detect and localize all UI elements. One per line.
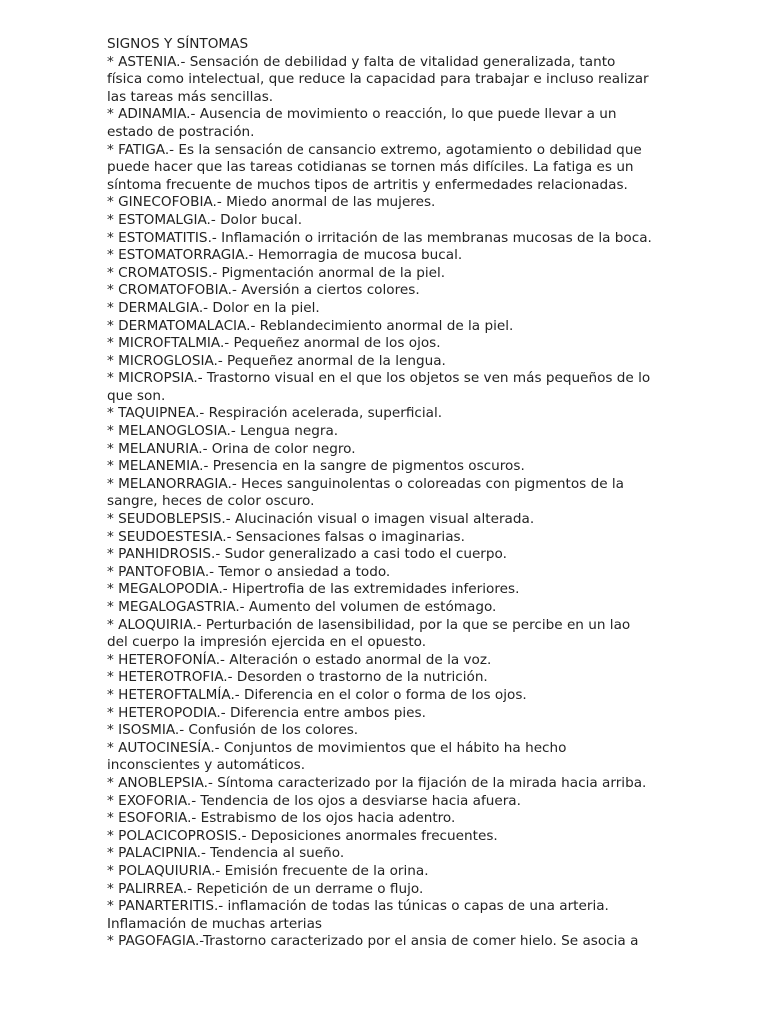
text-line: * ESOFORIA.- Estrabismo de los ojos hacia adentro.: [107, 810, 456, 827]
text-line: * DERMALGIA.- Dolor en la piel.: [107, 299, 320, 316]
document-page: [107, 36, 667, 951]
text-line: * DERMATOMALACIA.- Reblandecimiento anormal de la piel.: [107, 317, 514, 334]
text-line: sangre, heces de color oscuro.: [107, 493, 315, 510]
text-line: puede hacer que las tareas cotidianas se tornen más difíciles. La fatiga es un: [107, 159, 634, 176]
text-line: estado de postración.: [107, 123, 255, 140]
text-line: * HETEROFONÍA.- Alteración o estado anormal de la voz.: [107, 651, 492, 668]
text-line: * ALOQUIRIA.- Perturbación de lasensibilidad, por la que se percibe en un lao: [107, 616, 631, 633]
text-line: * MELANEMIA.- Presencia en la sangre de pigmentos oscuros.: [107, 458, 525, 475]
document-body: [107, 54, 667, 951]
text-line: * TAQUIPNEA.- Respiración acelerada, superficial.: [107, 405, 443, 422]
text-line: * FATIGA.- Es la sensación de cansancio extremo, agotamiento o debilidad que: [107, 141, 642, 158]
text-line: * HETEROFTALMÍA.- Diferencia en el color o forma de los ojos.: [107, 686, 527, 703]
text-line: * MEGALOGASTRIA.- Aumento del volumen de estómago.: [107, 599, 497, 615]
text-line: * MICROPSIA.- Trastorno visual en el que los objetos se ven más pequeños de lo: [107, 370, 651, 387]
text-line: física como intelectual, que reduce la capacidad para trabajar e incluso realizar: [107, 71, 649, 88]
text-line: Inflamación de muchas arterias: [107, 915, 322, 932]
text-line: las tareas más sencillas.: [107, 88, 274, 105]
document-title: SIGNOS Y SÍNTOMAS: [107, 36, 249, 52]
text-line: * MICROFTALMIA.- Pequeñez anormal de los ojos.: [107, 335, 441, 352]
text-line: * GINECOFOBIA.- Miedo anormal de las mujeres.: [107, 194, 436, 211]
text-line: * MICROGLOSIA.- Pequeñez anormal de la lengua.: [107, 352, 446, 369]
text-line: * ISOSMIA.- Confusión de los colores.: [107, 722, 359, 739]
text-line: inconscientes y automáticos.: [107, 757, 306, 774]
text-line: * PAGOFAGIA.-Trastorno caracterizado por el ansia de comer hielo. Se asocia a: [107, 933, 639, 950]
text-line: del cuerpo la impresión ejercida en el opuesto.: [107, 634, 427, 651]
text-line: * MELANORRAGIA.- Heces sanguinolentas o coloreadas con pigmentos de la: [107, 475, 624, 492]
text-line: * ESTOMATORRAGIA.- Hemorragia de mucosa bucal.: [107, 247, 463, 264]
text-line: * CROMATOSIS.- Pigmentación anormal de la piel.: [107, 264, 446, 281]
text-line: * CROMATOFOBIA.- Aversión a ciertos colores.: [107, 282, 420, 299]
text-line: * PANHIDROSIS.- Sudor generalizado a casi todo el cuerpo.: [107, 546, 507, 563]
text-line: que son.: [107, 387, 166, 404]
text-line: * HETEROPODIA.- Diferencia entre ambos pies.: [107, 704, 426, 721]
text-line: * MEGALOPODIA.- Hipertrofia de las extremidades inferiores.: [107, 581, 520, 598]
text-line: * SEUDOESTESIA.- Sensaciones falsas o imaginarias.: [107, 528, 465, 545]
text-line: * HETEROTROFIA.- Desorden o trastorno de la nutrición.: [107, 669, 488, 686]
text-line: * ASTENIA.- Sensación de debilidad y falta de vitalidad generalizada, tanto: [107, 53, 616, 70]
text-line: * PANTOFOBIA.- Temor o ansiedad a todo.: [107, 563, 391, 580]
text-line: síntoma frecuente de muchos tipos de artritis y enfermedades relacionadas.: [107, 176, 628, 193]
text-line: * MELANURIA.- Orina de color negro.: [107, 440, 356, 457]
text-line: * AUTOCINESÍA.- Conjuntos de movimientos que el hábito ha hecho: [107, 739, 567, 756]
text-line: * MELANOGLOSIA.- Lengua negra.: [107, 423, 339, 440]
text-line: * ESTOMATITIS.- Inflamación o irritación de las membranas mucosas de la boca.: [107, 229, 652, 246]
text-line: * PALIRREA.- Repetición de un derrame o flujo.: [107, 880, 424, 897]
text-line: * POLACICOPROSIS.- Deposiciones anormales frecuentes.: [107, 827, 498, 844]
text-line: * PALACIPNIA.- Tendencia al sueño.: [107, 845, 345, 862]
text-line: * POLAQUIURIA.- Emisión frecuente de la orina.: [107, 862, 429, 879]
text-line: * ANOBLEPSIA.- Síntoma caracterizado por la fijación de la mirada hacia arriba.: [107, 774, 647, 791]
text-line: * ESTOMALGIA.- Dolor bucal.: [107, 211, 303, 228]
text-line: * PANARTERITIS.- inflamación de todas las túnicas o capas de una arteria.: [107, 898, 609, 915]
text-line: * EXOFORIA.- Tendencia de los ojos a desviarse hacia afuera.: [107, 792, 521, 809]
text-line: * ADINAMIA.- Ausencia de movimiento o reacción, lo que puede llevar a un: [107, 106, 617, 123]
text-line: * SEUDOBLEPSIS.- Alucinación visual o imagen visual alterada.: [107, 511, 535, 528]
